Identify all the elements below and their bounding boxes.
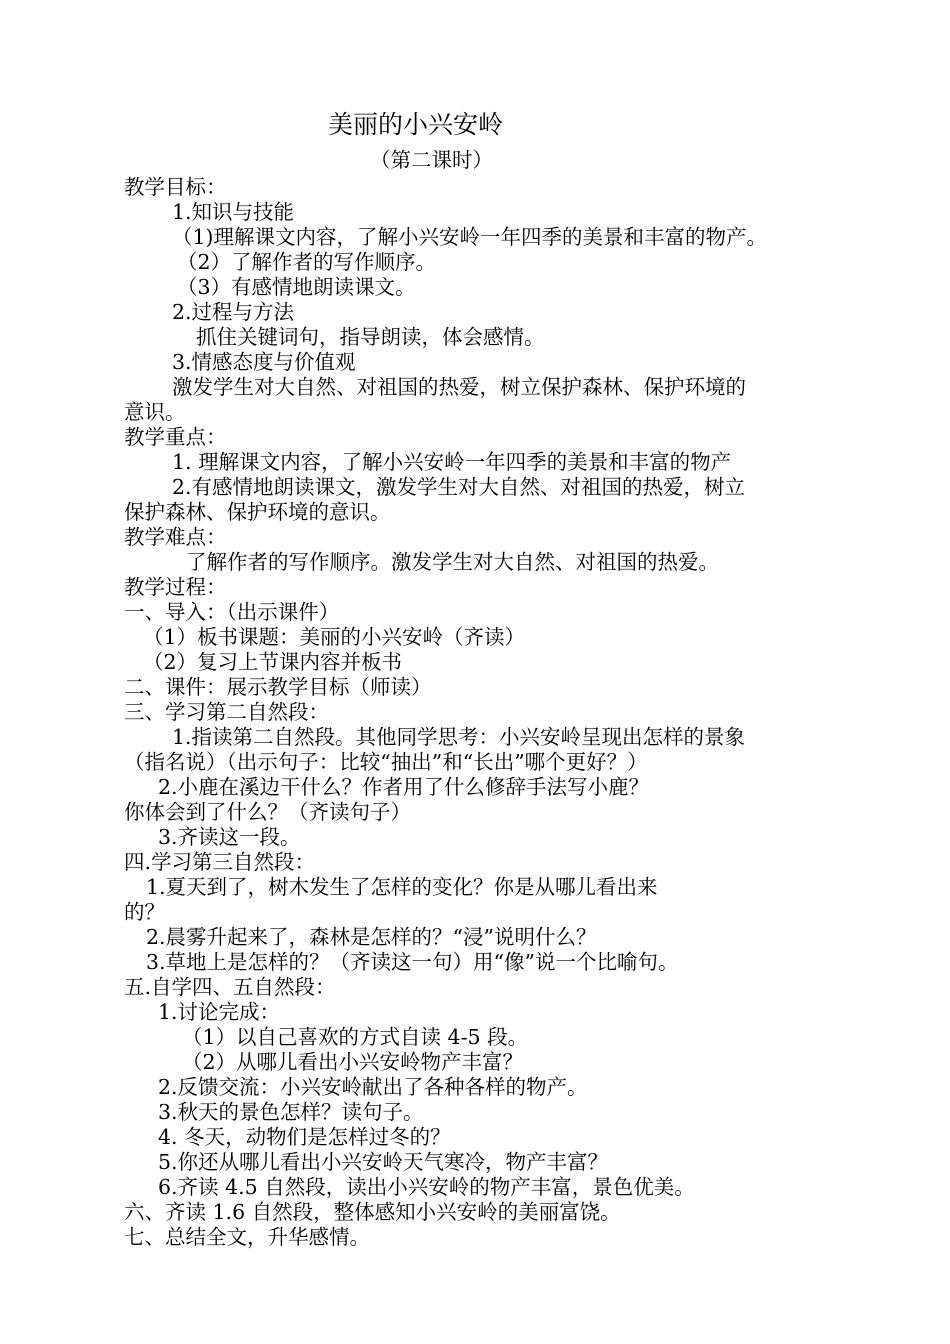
text-line: 2.有感情地朗读课文，激发学生对大自然、对祖国的热爱，树立 [172,475,746,499]
text-line: 1.知识与技能 [172,200,295,224]
heading-teaching-process: 教学过程： [124,575,227,599]
section-heading: 六、齐读 1.6 自然段，整体感知小兴安岭的美丽富饶。 [124,1200,621,1224]
section-heading: 一、导入：（出示课件） [124,600,340,624]
text-line: 3.秋天的景色怎样？读句子。 [158,1100,424,1124]
section-heading: 二、课件：展示教学目标（师读） [124,675,432,699]
text-line: 6.齐读 4.5 自然段，读出小兴安岭的物产丰富，景色优美。 [158,1175,695,1199]
text-line: 意识。 [124,400,186,424]
text-line: 3.齐读这一段。 [158,825,301,849]
section-heading: 四.学习第三自然段： [124,850,316,874]
heading-difficulties: 教学难点： [124,525,227,549]
heading-key-points: 教学重点： [124,425,227,449]
text-line: （1）板书课题：美丽的小兴安岭（齐读） [143,625,526,649]
text-line: 1. 理解课文内容，了解小兴安岭一年四季的美景和丰富的物产 [172,450,732,474]
text-line: （3）有感情地朗读课文。 [177,275,416,299]
text-line: 5.你还从哪儿看出小兴安岭天气寒冷，物产丰富？ [158,1150,609,1174]
text-line: （指名说）（出示句子：比较“抽出”和“长出”哪个更好？） [124,750,648,774]
text-line: （2）了解作者的写作顺序。 [177,250,437,274]
document-subtitle: （第二课时） [370,148,493,172]
text-line: 1.指读第二自然段。其他同学思考：小兴安岭呈现出怎样的景象 [172,725,746,749]
text-line: 1.讨论完成： [158,1000,281,1024]
text-line: 1.夏天到了，树木发生了怎样的变化？你是从哪儿看出来 [146,875,658,899]
text-line: 2.小鹿在溪边干什么？作者用了什么修辞手法写小鹿？ [158,775,650,799]
text-line: 4. 冬天，动物们是怎样过冬的？ [158,1125,451,1149]
text-line: 你体会到了什么？（齐读句子） [124,800,411,824]
text-line: （1)理解课文内容，了解小兴安岭一年四季的美景和丰富的物产。 [172,225,768,249]
section-heading: 七、总结全文，升华感情。 [124,1225,370,1249]
text-line: 保护森林、保护环境的意识。 [124,500,391,524]
text-line: 抓住关键词句，指导朗读，体会感情。 [196,325,545,349]
text-line: 2.反馈交流：小兴安岭献出了各种各样的物产。 [158,1075,588,1099]
text-line: 激发学生对大自然、对祖国的热爱，树立保护森林、保护环境的 [172,375,746,399]
section-heading: 五.自学四、五自然段： [124,975,336,999]
text-line: 3.草地上是怎样的？（齐读这一句）用“像”说一个比喻句。 [146,950,679,974]
text-line: （1）以自己喜欢的方式自读 4-5 段。 [182,1025,529,1049]
text-line: （2）从哪儿看出小兴安岭物产丰富？ [182,1050,524,1074]
heading-teaching-goals: 教学目标： [124,175,227,199]
text-line: 2.晨雾升起来了，森林是怎样的？“浸”说明什么？ [146,925,597,949]
text-line: 了解作者的写作顺序。激发学生对大自然、对祖国的热爱。 [186,550,719,574]
text-line: 的？ [124,900,165,924]
section-heading: 三、学习第二自然段： [124,700,329,724]
text-line: （2）复习上节课内容并板书 [143,650,403,674]
text-line: 3.情感态度与价值观 [172,350,356,374]
document-title: 美丽的小兴安岭 [328,110,504,139]
text-line: 2.过程与方法 [172,300,295,324]
